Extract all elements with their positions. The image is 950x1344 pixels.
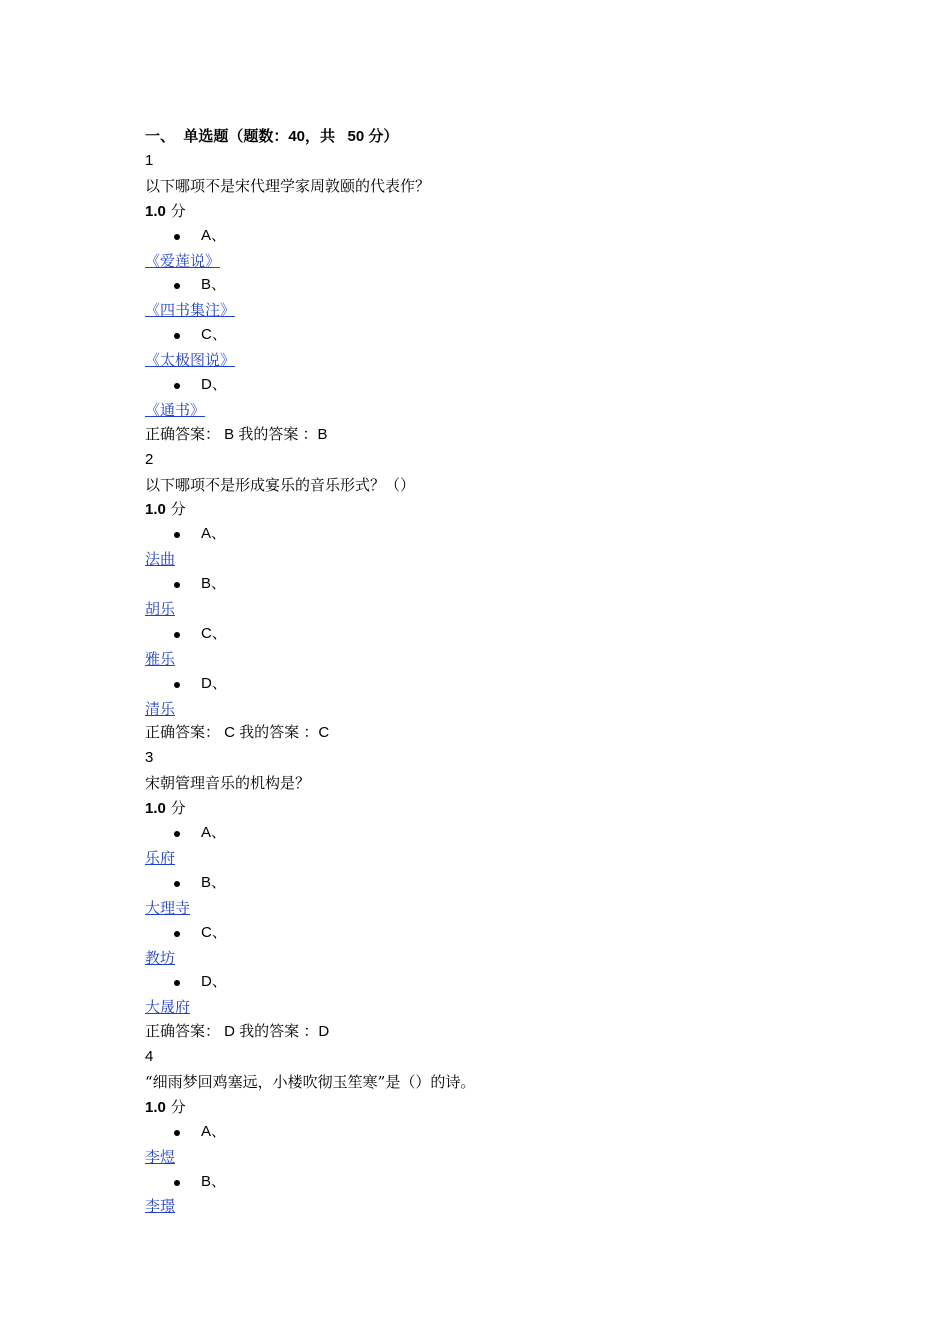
- option-link[interactable]: 大晟府: [145, 998, 191, 1017]
- question-number: 2: [145, 450, 154, 468]
- question-block: [145, 448, 865, 747]
- question-block: [145, 1045, 865, 1219]
- option-letter: C、: [145, 921, 865, 946]
- question-list: [145, 149, 865, 1219]
- question-score: [145, 796, 865, 821]
- question-score: [145, 497, 865, 522]
- option-link[interactable]: 大理寺: [145, 898, 191, 917]
- option-link[interactable]: 法曲: [145, 550, 176, 569]
- option-letter: D、: [145, 672, 865, 697]
- option-link[interactable]: 胡乐: [145, 600, 176, 619]
- option-row: [145, 896, 865, 921]
- option-row: [145, 1194, 865, 1219]
- option-link[interactable]: 雅乐: [145, 649, 176, 668]
- score-unit: 分: [170, 201, 186, 220]
- question-block: [145, 746, 865, 1045]
- score-unit: 分: [170, 1097, 186, 1116]
- option-row: [145, 846, 865, 871]
- option-row: [145, 398, 865, 423]
- option-row: [145, 946, 865, 971]
- question-text: 宋朝管理音乐的机构是？: [145, 774, 311, 793]
- option-row: [145, 348, 865, 373]
- question-text: 以下哪项不是形成宴乐的音乐形式？（）: [145, 475, 416, 494]
- question-score: [145, 199, 865, 224]
- question-text: 以下哪项不是宋代理学家周敦颐的代表作？: [145, 176, 431, 195]
- score-unit: 分: [170, 500, 186, 519]
- option-link[interactable]: 教坊: [145, 948, 176, 967]
- option-row: [145, 995, 865, 1020]
- option-link[interactable]: 《爱莲说》: [145, 251, 221, 270]
- answer-line: 正确答案： D 我的答案 ：D: [145, 1023, 330, 1041]
- question-number: 1: [145, 152, 154, 169]
- question-block: [145, 149, 865, 448]
- option-link[interactable]: 乐府: [145, 848, 176, 867]
- question-number: 3: [145, 749, 154, 767]
- question-score: [145, 1095, 865, 1120]
- document-page: [145, 124, 865, 1219]
- option-link[interactable]: 李煜: [145, 1147, 176, 1166]
- score-value: 1.0: [145, 800, 166, 818]
- option-letter: B、: [145, 572, 865, 597]
- option-link[interactable]: 《四书集注》: [145, 301, 236, 320]
- option-row: [145, 547, 865, 572]
- option-letter: D、: [145, 970, 865, 995]
- option-link[interactable]: 《通书》: [145, 400, 206, 419]
- option-letter: A、: [145, 821, 865, 846]
- option-letter: B、: [145, 871, 865, 896]
- option-link[interactable]: 清乐: [145, 699, 176, 718]
- score-value: 1.0: [145, 202, 166, 220]
- section-heading: 一、 单选题（题数：40，共 50 分）: [145, 128, 399, 145]
- option-letter: A、: [145, 1120, 865, 1145]
- option-link[interactable]: 《太极图说》: [145, 351, 236, 370]
- score-unit: 分: [170, 799, 186, 818]
- question-text: “细雨梦回鸡塞远，小楼吹彻玉笙寒”是（）的诗。: [145, 1072, 476, 1091]
- option-row: [145, 298, 865, 323]
- answer-line: 正确答案： B 我的答案 ：B: [145, 425, 328, 443]
- answer-line: 正确答案： C 我的答案 ：C: [145, 724, 330, 742]
- option-letter: D、: [145, 373, 865, 398]
- option-letter: B、: [145, 1170, 865, 1195]
- option-letter: C、: [145, 622, 865, 647]
- option-row: [145, 249, 865, 274]
- option-row: [145, 1145, 865, 1170]
- option-row: [145, 597, 865, 622]
- option-letter: A、: [145, 522, 865, 547]
- option-letter: A、: [145, 224, 865, 249]
- option-row: [145, 697, 865, 722]
- score-value: 1.0: [145, 501, 166, 519]
- option-letter: C、: [145, 323, 865, 348]
- option-row: [145, 647, 865, 672]
- score-value: 1.0: [145, 1098, 166, 1116]
- question-number: 4: [145, 1048, 154, 1066]
- option-link[interactable]: 李璟: [145, 1197, 176, 1216]
- option-letter: B、: [145, 273, 865, 298]
